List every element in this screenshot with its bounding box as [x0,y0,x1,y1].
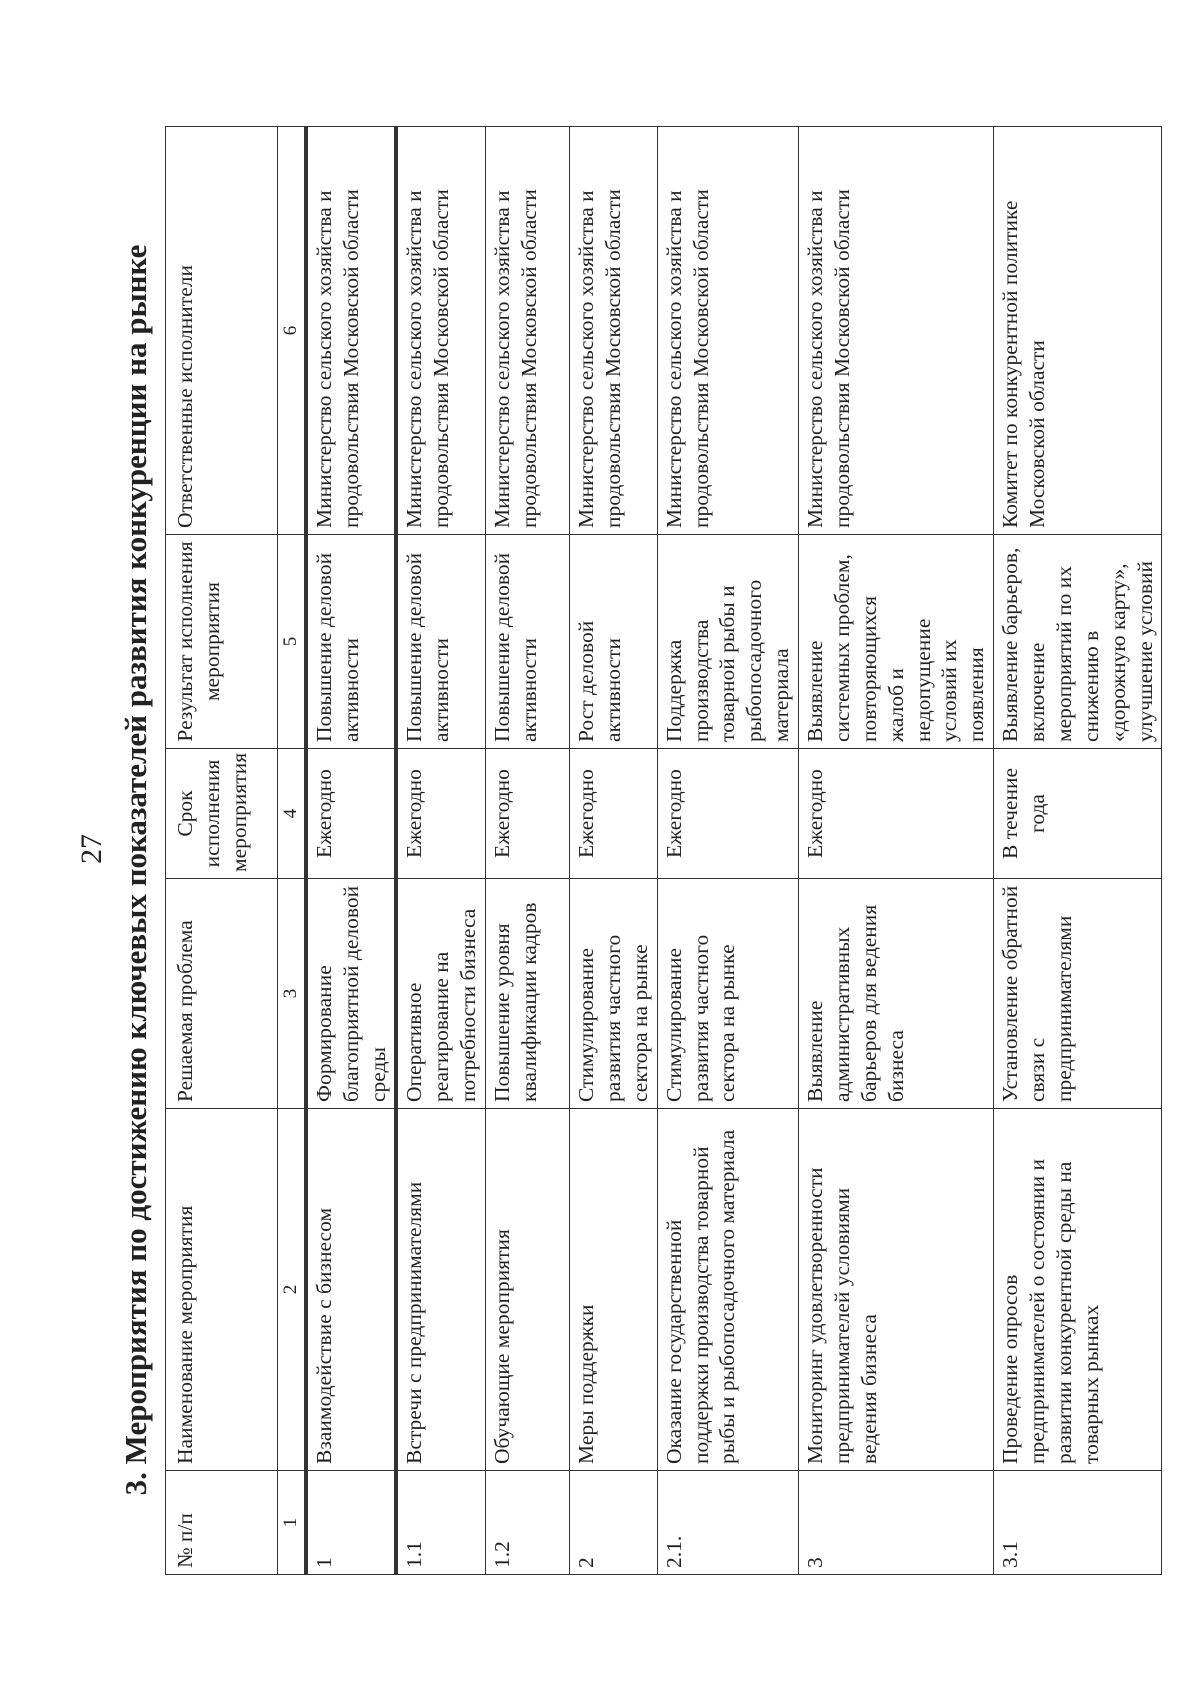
header-problem: Решаемая проблема [166,879,278,1109]
col-number: 1 [278,1471,306,1575]
table-row [994,127,1162,1575]
cell-number: 1 [306,1471,397,1575]
col-number: 3 [278,879,306,1109]
column-number-row [278,127,306,1575]
header-number: № п/п [166,1471,278,1575]
cell-result: Повышение деловой активности [486,535,570,749]
table-row [657,127,798,1575]
cell-problem: Стимулирование развития частного сектора на рынке [570,879,658,1109]
table-row [306,127,397,1575]
cell-executor: Министерство сельского хозяйства и продовольствия Московской области [306,127,397,535]
col-number: 2 [278,1109,306,1471]
cell-term: Ежегодно [657,749,798,879]
table-row [570,127,658,1575]
cell-problem: Стимулирование развития частного сектора на рынке [657,879,798,1109]
cell-result: Повышение деловой активности [306,535,397,749]
cell-problem: Установление обратной связи с предпринимателями [994,879,1162,1109]
table-row [396,127,485,1575]
table-row [486,127,570,1575]
cell-name: Проведение опросов предпринимателей о состоянии и развитии конкурентной среды на товарных рынках [994,1109,1162,1471]
cell-problem: Формирование благоприятной деловой среды [306,879,397,1109]
cell-number: 3 [799,1471,994,1575]
header-name: Наименование мероприятия [166,1109,278,1471]
measures-table [165,126,1162,1575]
cell-name: Меры поддержки [570,1109,658,1471]
cell-result: Выявление системных проблем, повторяющихся жалоб и недопущение условий их появления [799,535,994,749]
table-row [799,127,994,1575]
cell-executor: Министерство сельского хозяйства и продовольствия Московской области [570,127,658,535]
cell-term: Ежегодно [486,749,570,879]
cell-term: Ежегодно [799,749,994,879]
cell-number: 2.1. [657,1471,798,1575]
cell-name: Оказание государственной поддержки производства товарной рыбы и рыбопосадочного материала [657,1109,798,1471]
cell-term: В течение года [994,749,1162,879]
cell-result: Повышение деловой активности [396,535,485,749]
cell-result: Выявление барьеров, включение мероприятий по их снижению в «дорожную карту», улучшение условий [994,535,1162,749]
cell-executor: Министерство сельского хозяйства и продовольствия Московской области [657,127,798,535]
table-header-row [166,127,278,1575]
cell-name: Встречи с предпринимателями [396,1109,485,1471]
page-number: 27 [75,834,108,864]
cell-number: 1.1 [396,1471,485,1575]
cell-number: 1.2 [486,1471,570,1575]
cell-problem: Повышение уровня квалификации кадров [486,879,570,1109]
cell-name: Взаимодействие с бизнесом [306,1109,397,1471]
col-number: 5 [278,535,306,749]
cell-number: 3.1 [994,1471,1162,1575]
cell-result: Рост деловой активности [570,535,658,749]
header-term: Срок исполнения мероприятия [166,749,278,879]
cell-executor: Министерство сельского хозяйства и продовольствия Московской области [396,127,485,535]
col-number: 6 [278,127,306,535]
col-number: 4 [278,749,306,879]
cell-executor: Министерство сельского хозяйства и продовольствия Московской области [799,127,994,535]
cell-term: Ежегодно [570,749,658,879]
header-executors: Ответственные исполнители [166,127,278,535]
cell-term: Ежегодно [396,749,485,879]
cell-name: Обучающие мероприятия [486,1109,570,1471]
cell-executor: Комитет по конкурентной политике Московской области [994,127,1162,535]
cell-problem: Выявление административных барьеров для ведения бизнеса [799,879,994,1109]
section-title: 3. Мероприятия по достижению ключевых показателей развития конкуренции на рынке [118,244,153,1496]
cell-name: Мониторинг удовлетворенности предпринимателей условиями ведения бизнеса [799,1109,994,1471]
rotated-table-container [165,127,1157,1575]
cell-term: Ежегодно [306,749,397,879]
cell-number: 2 [570,1471,658,1575]
cell-executor: Министерство сельского хозяйства и продовольствия Московской области [486,127,570,535]
header-result: Результат исполнения мероприятия [166,535,278,749]
cell-problem: Оперативное реагирование на потребности бизнеса [396,879,485,1109]
cell-result: Поддержка производства товарной рыбы и рыбопосадочного материала [657,535,798,749]
